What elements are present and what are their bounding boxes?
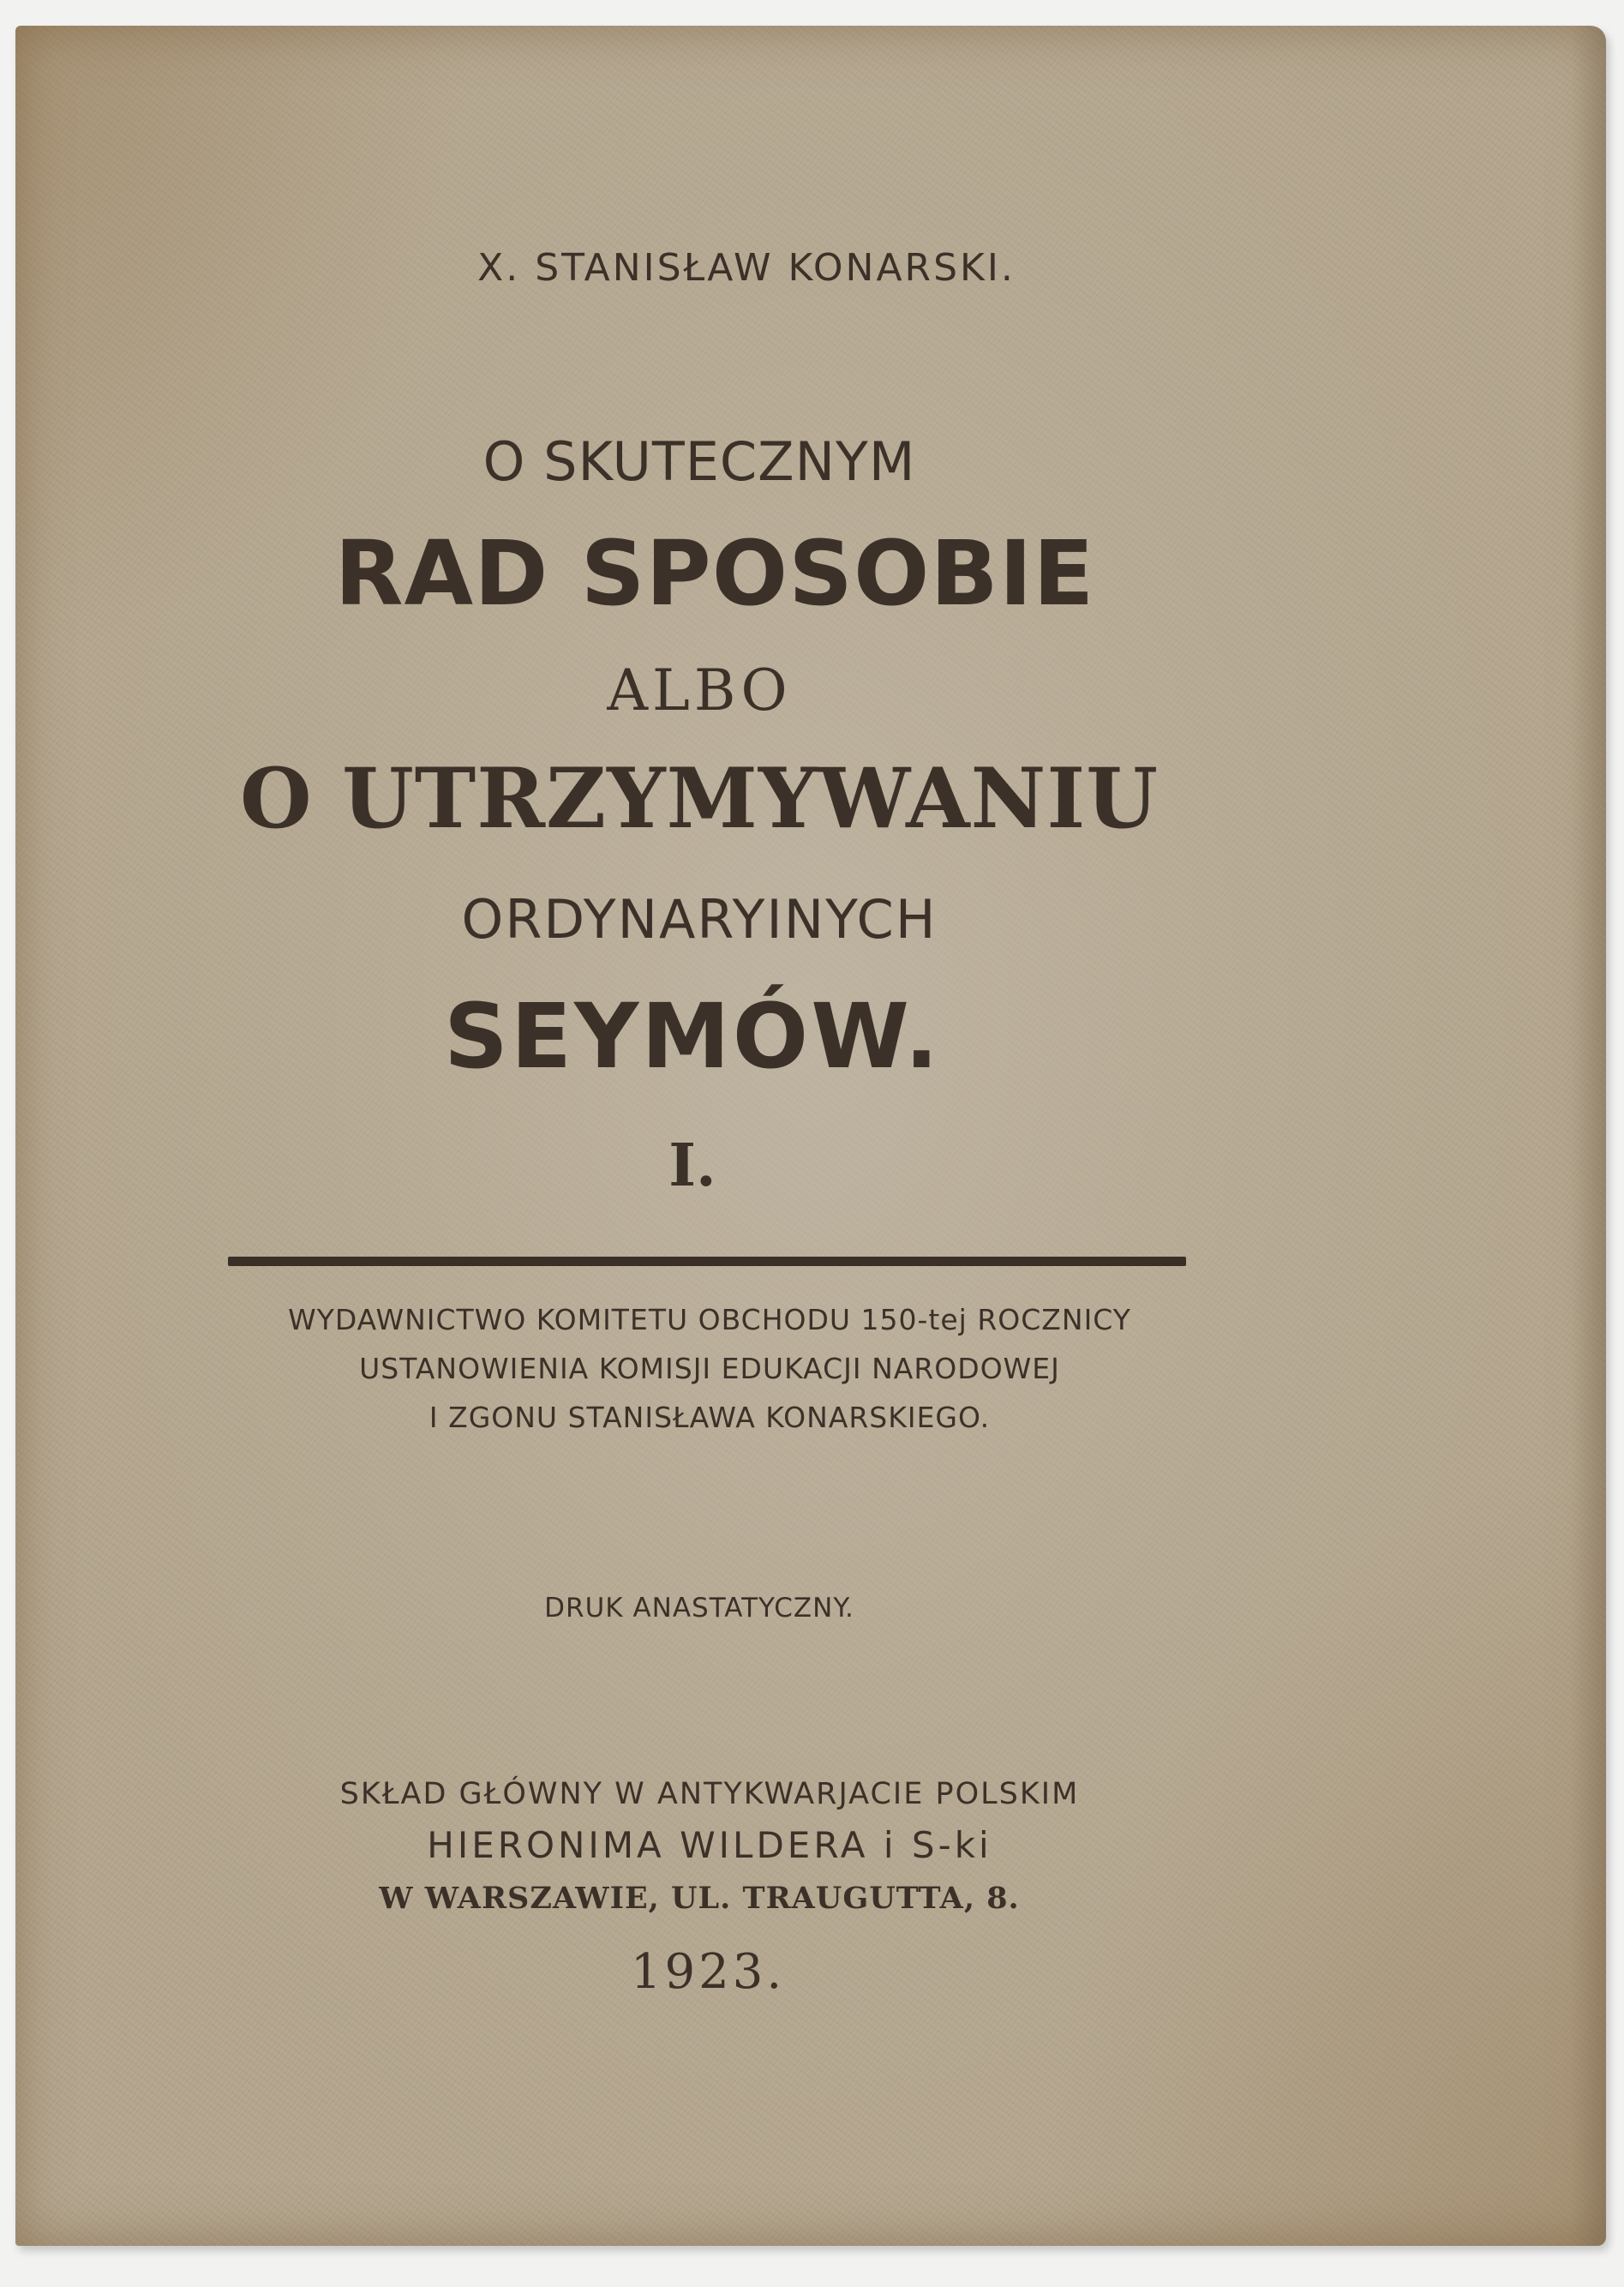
title-line-1: O SKUTECZNYM xyxy=(482,430,916,493)
volume-number: I. xyxy=(668,1131,716,1200)
seller-line-1: SKŁAD GŁÓWNY W ANTYKWARJACIE POLSKIM xyxy=(339,1777,1080,1811)
horizontal-rule xyxy=(228,1257,1186,1266)
title-line-4: O UTRZYMYWANIU xyxy=(240,750,1159,847)
title-line-6: SEYMÓW. xyxy=(444,984,941,1089)
publication-year: 1923. xyxy=(630,1944,786,2000)
author-name: X. STANISŁAW KONARSKI. xyxy=(477,246,1016,290)
book-cover xyxy=(15,26,1606,2246)
title-line-3: ALBO xyxy=(607,657,792,723)
seller-line-3: W WARSZAWIE, UL. TRAUGUTTA, 8. xyxy=(379,1881,1020,1916)
print-note: DRUK ANASTATYCZNY. xyxy=(544,1593,854,1624)
seller-line-2: HIERONIMA WILDERA i S-ki xyxy=(427,1824,992,1866)
publication-line-1: WYDAWNICTWO KOMITETU OBCHODU 150-tej ROCZNICY xyxy=(288,1303,1131,1336)
title-line-5: ORDYNARYINYCH xyxy=(461,888,938,951)
publication-line-2: USTANOWIENIA KOMISJI EDUKACJI NARODOWEJ xyxy=(359,1352,1060,1385)
title-line-2: RAD SPOSOBIE xyxy=(334,521,1095,626)
cover-edge-shadow xyxy=(1572,26,1606,2246)
publication-line-3: I ZGONU STANISŁAWA KONARSKIEGO. xyxy=(428,1401,991,1434)
